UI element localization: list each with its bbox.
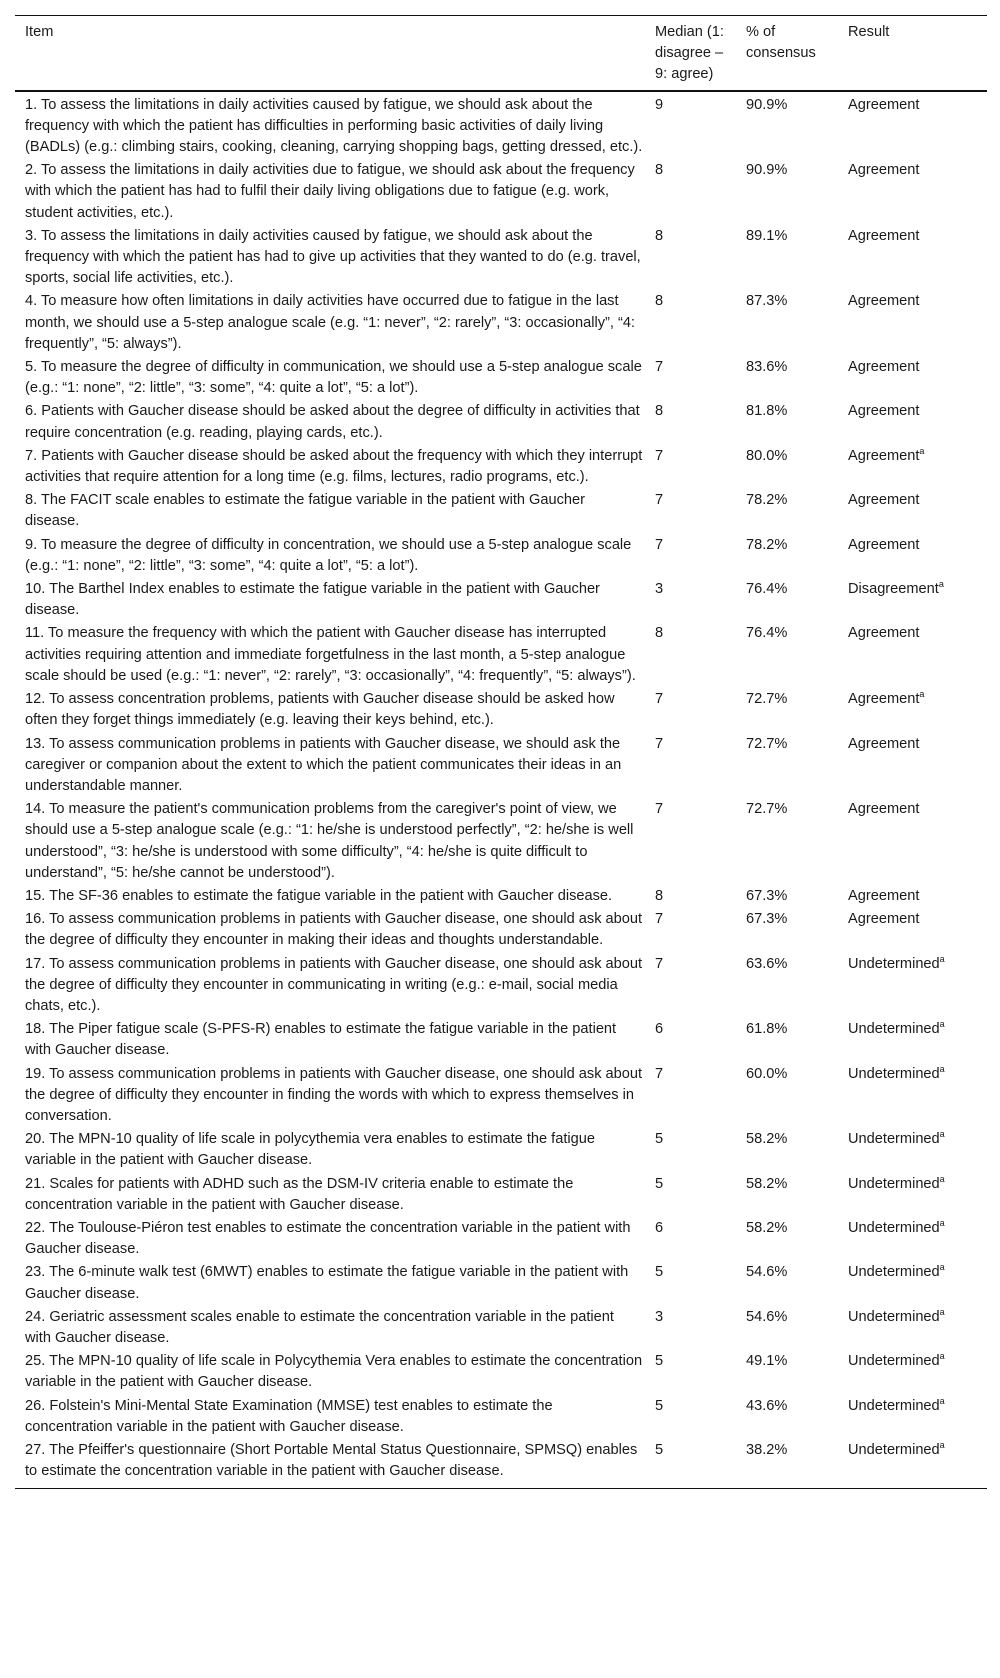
result-cell [838,1064,987,1130]
item-cell: 17. To assess communication problems in patients with Gaucher disease, one should ask about the degree of difficulty they encounter in communicating in writing (e.g.: e-mail, social media chats, etc.). [25,955,643,1014]
item-cell: 14. To measure the patient's communication problems from the caregiver's point of view, we should use a 5-step analogue scale (e.g.: “1: he/she is understood perfectly”, “2: he/she is well understood”, “3: he/she is understood with some difficulty”, “4: he/she is quite difficult to understand”, “5: he/she cannot be understood”). [25,801,634,881]
item-cell: 27. The Pfeiffer's questionnaire (Short Portable Mental Status Questionnaire, SPMSQ) enables to estimate the concentration variable in the patient with Gaucher disease. [25,1442,638,1480]
table-row [15,1218,987,1262]
footnote-marker: a [919,446,925,456]
median-cell: 8 [655,227,664,244]
footnote-marker: a [939,1306,945,1317]
result-cell [838,1396,987,1440]
result-cell [838,1351,987,1395]
item-cell: 13. To assess communication problems in patients with Gaucher disease, we should ask the caregiver or companion about the extent to which the patient communicates their ideas in an understandable manner. [25,735,622,794]
result-label: Agreement [848,359,920,376]
table-row [15,1064,987,1130]
result-label: Undetermined [848,1175,940,1192]
item-cell: 15. The SF-36 enables to estimate the fatigue variable in the patient with Gaucher disease. [25,887,613,904]
result-label: Agreement [848,492,920,509]
footnote-marker: a [939,1395,945,1406]
result-cell [838,909,987,953]
consensus-cell: 61.8% [746,1021,788,1038]
table-row [15,799,987,886]
header-item: Item [25,24,54,40]
consensus-cell: 81.8% [746,403,788,420]
result-label: Agreement [848,536,920,553]
median-cell: 8 [655,293,664,310]
result-label: Undetermined [848,1219,940,1236]
table-row [15,226,987,292]
consensus-cell: 76.4% [746,625,788,642]
median-cell: 7 [655,735,664,752]
table-body [15,91,987,1489]
item-cell: 23. The 6-minute walk test (6MWT) enables to estimate the fatigue variable in the patient with Gaucher disease. [25,1264,629,1302]
footnote-marker: a [919,689,925,700]
result-label: Undetermined [848,1308,940,1325]
result-label: Agreement [848,625,920,642]
item-cell: 7. Patients with Gaucher disease should be asked about the frequency with which they interrupt activities that require attention for a long time (e.g. films, lectures, radio programs, etc.). [25,447,643,486]
median-cell: 7 [655,955,664,972]
result-label: Disagreement [848,581,939,598]
median-cell: 7 [655,911,664,928]
item-cell: 24. Geriatric assessment scales enable to estimate the concentration variable in the patient with Gaucher disease. [25,1308,614,1346]
result-cell [838,401,987,445]
result-cell [838,1307,987,1351]
result-cell [838,160,987,226]
result-label: Agreement [848,887,920,904]
median-cell: 7 [655,359,664,376]
result-cell [838,734,987,800]
item-cell: 20. The MPN-10 quality of life scale in polycythemia vera enables to estimate the fatigue variable in the patient with Gaucher disease. [25,1131,596,1169]
consensus-cell: 72.7% [746,691,788,708]
item-cell: 4. To measure how often limitations in daily activities have occurred due to fatigue in the last month, we should use a 5-step analogue scale (e.g. “1: never”, “2: rarely”, “3: occasionally”, “4: frequently”, “5: always”). [25,293,635,352]
table-row [15,1307,987,1351]
median-cell: 8 [655,162,664,179]
table-row [15,91,987,161]
median-cell: 5 [655,1264,664,1281]
consensus-cell: 43.6% [746,1397,788,1414]
item-cell: 12. To assess concentration problems, patients with Gaucher disease should be asked how often they forget things immediately (e.g. leaving their keys behind, etc.). [25,691,615,729]
median-cell: 5 [655,1353,664,1370]
table-row [15,1262,987,1306]
consensus-cell: 60.0% [746,1065,788,1082]
result-cell [838,1262,987,1306]
item-cell: 10. The Barthel Index enables to estimate the fatigue variable in the patient with Gaucher disease. [25,581,600,619]
result-cell [838,226,987,292]
consensus-table-container [15,15,987,1489]
median-cell: 8 [655,403,664,420]
consensus-cell: 83.6% [746,359,788,376]
footnote-marker: a [939,1218,945,1229]
result-label: Agreement [848,447,920,464]
median-cell: 7 [655,447,664,464]
consensus-cell: 90.9% [746,96,788,113]
footnote-marker: a [939,1019,945,1030]
item-cell: 22. The Toulouse-Piéron test enables to estimate the concentration variable in the patient with Gaucher disease. [25,1219,631,1258]
result-label: Agreement [848,227,920,244]
result-cell [838,689,987,733]
item-cell: 6. Patients with Gaucher disease should be asked about the degree of difficulty in activities that require concentration (e.g. reading, playing cards, etc.). [25,403,640,441]
table-header [15,16,987,91]
median-cell: 5 [655,1442,664,1458]
consensus-cell: 72.7% [746,735,788,752]
result-cell [838,1218,987,1262]
result-label: Agreement [848,801,920,818]
result-label: Undetermined [848,1442,940,1458]
footnote-marker: a [939,953,945,964]
table-row [15,1440,987,1489]
result-cell [838,91,987,161]
table-row [15,357,987,401]
consensus-cell: 76.4% [746,581,788,598]
footnote-marker: a [939,1351,945,1362]
table-row [15,909,987,953]
result-cell [838,357,987,401]
consensus-cell: 72.7% [746,801,788,818]
result-label: Undetermined [848,955,940,972]
footnote-marker: a [938,579,944,590]
median-cell: 6 [655,1219,664,1236]
result-label: Agreement [848,162,920,179]
median-cell: 3 [655,1308,664,1325]
table-row [15,579,987,623]
item-cell: 5. To measure the degree of difficulty in communication, we should use a 5-step analogue scale (e.g.: “1: none”, “2: little”, “3: some”, “4: quite a lot”, “5: a lot”). [25,359,642,397]
consensus-table [15,15,987,1489]
table-row [15,401,987,445]
median-cell: 7 [655,1065,664,1082]
median-cell: 5 [655,1175,664,1192]
median-cell: 7 [655,801,664,818]
consensus-cell: 67.3% [746,911,788,928]
header-consensus: % of consensus [746,24,816,62]
table-row [15,954,987,1020]
result-label: Agreement [848,691,920,708]
result-label: Undetermined [848,1021,940,1038]
median-cell: 9 [655,96,664,113]
median-cell: 7 [655,492,664,509]
footnote-marker: a [939,1129,945,1140]
median-cell: 7 [655,536,664,553]
result-cell [838,1440,987,1489]
footnote-marker: a [939,1063,945,1074]
footnote-marker: a [939,1262,945,1273]
consensus-cell: 90.9% [746,162,788,179]
table-row [15,291,987,357]
item-cell: 26. Folstein's Mini-Mental State Examination (MMSE) test enables to estimate the concentration variable in the patient with Gaucher disease. [25,1397,553,1435]
header-result: Result [848,24,890,40]
median-cell: 7 [655,691,664,708]
table-row [15,623,987,689]
item-cell: 3. To assess the limitations in daily activities caused by fatigue, we should ask about the frequency with which the patient has had to give up activities that they wanted to do (e.g. travel, sports, social life activities, etc.). [25,227,641,287]
result-cell [838,579,987,623]
table-row [15,1396,987,1440]
result-label: Agreement [848,735,920,752]
table-row [15,160,987,226]
header-median: Median (1: disagree – 9: agree) [655,24,724,83]
item-cell: 19. To assess communication problems in patients with Gaucher disease, one should ask about the degree of difficulty they encounter in finding the words with which to express themselves in conversation. [25,1065,643,1124]
result-label: Agreement [848,403,920,420]
consensus-cell: 89.1% [746,227,788,244]
item-cell: 21. Scales for patients with ADHD such as the DSM-IV criteria enable to estimate the concentration variable in the patient with Gaucher disease. [25,1175,574,1213]
median-cell: 5 [655,1397,664,1414]
table-row [15,535,987,579]
table-row [15,1129,987,1173]
footnote-marker: a [939,1440,945,1451]
consensus-cell: 78.2% [746,536,788,553]
item-cell: 16. To assess communication problems in patients with Gaucher disease, one should ask about the degree of difficulty they encounter in making their ideas and thoughts understandable. [25,911,643,949]
item-cell: 8. The FACIT scale enables to estimate the fatigue variable in the patient with Gaucher disease. [25,492,586,530]
consensus-cell: 67.3% [746,887,788,904]
consensus-cell: 58.2% [746,1131,788,1148]
result-cell [838,490,987,534]
result-cell [838,623,987,689]
table-row [15,886,987,909]
result-label: Undetermined [848,1264,940,1281]
item-cell: 1. To assess the limitations in daily activities caused by fatigue, we should ask about the frequency with which the patient has difficulties in performing basic activities of daily living (BADLs) (e.g.: climbing stairs, cooking, cleaning, carrying shopping bags, getting dressed, etc.). [25,96,643,156]
result-label: Agreement [848,911,920,928]
median-cell: 8 [655,625,664,642]
consensus-cell: 58.2% [746,1175,788,1192]
result-label: Undetermined [848,1397,940,1414]
item-cell: 18. The Piper fatigue scale (S-PFS-R) enables to estimate the fatigue variable in the patient with Gaucher disease. [25,1021,617,1059]
header-row [15,16,987,91]
result-label: Agreement [848,293,920,310]
result-label: Undetermined [848,1353,940,1370]
table-row [15,446,987,490]
consensus-cell: 49.1% [746,1353,788,1370]
result-cell [838,1129,987,1173]
result-cell [838,799,987,886]
table-row [15,1019,987,1063]
table-row [15,689,987,733]
result-cell [838,1174,987,1218]
result-cell [838,886,987,909]
table-row [15,1174,987,1218]
item-cell: 9. To measure the degree of difficulty in concentration, we should use a 5-step analogue scale (e.g.: “1: none”, “2: little”, “3: some”, “4: quite a lot”, “5: a lot”). [25,536,632,574]
table-row [15,734,987,800]
consensus-cell: 78.2% [746,492,788,509]
consensus-cell: 54.6% [746,1264,788,1281]
consensus-cell: 38.2% [746,1442,788,1458]
item-cell: 11. To measure the frequency with which the patient with Gaucher disease has interrupted activities requiring attention and immediate forgetfulness in the last month, a 5-step analogue scale should be used (e.g.: “1: never”, “2: rarely”, “3: occasionally”, “4: frequently”, “5: always”). [25,625,636,684]
consensus-cell: 80.0% [746,447,788,464]
result-cell [838,446,987,490]
table-row [15,1351,987,1395]
footnote-marker: a [939,1173,945,1184]
consensus-cell: 87.3% [746,293,788,310]
median-cell: 3 [655,581,664,598]
item-cell: 25. The MPN-10 quality of life scale in Polycythemia Vera enables to estimate the concentration variable in the patient with Gaucher disease. [25,1353,643,1391]
result-label: Undetermined [848,1131,940,1148]
consensus-cell: 63.6% [746,955,788,972]
median-cell: 8 [655,887,664,904]
item-cell: 2. To assess the limitations in daily activities due to fatigue, we should ask about the frequency with which the patient has had to fulfil their daily living obligations due to fatigue (e.g. work, student activities, etc.). [25,162,635,221]
result-cell [838,1019,987,1063]
consensus-cell: 54.6% [746,1308,788,1325]
consensus-cell: 58.2% [746,1219,788,1236]
median-cell: 6 [655,1021,664,1038]
result-label: Undetermined [848,1065,940,1082]
result-label: Agreement [848,96,920,113]
result-cell [838,291,987,357]
result-cell [838,954,987,1020]
result-cell [838,535,987,579]
median-cell: 5 [655,1131,664,1148]
table-row [15,490,987,534]
